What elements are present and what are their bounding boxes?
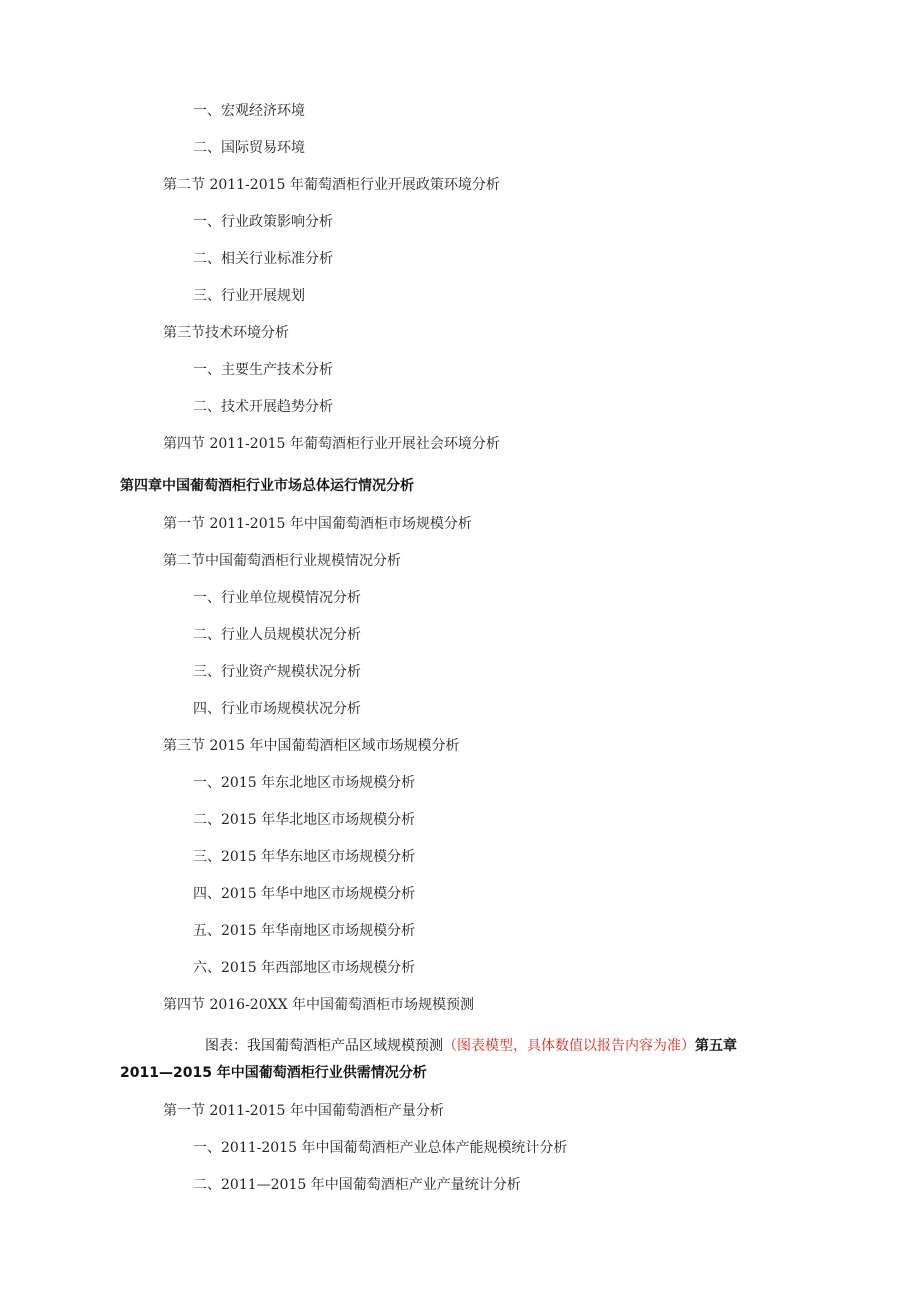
toc-item: 二、国际贸易环境 (193, 140, 305, 156)
toc-section: 第一节 2011-2015 年中国葡萄酒柜市场规模分析 (163, 516, 472, 532)
toc-item: 一、2011-2015 年中国葡萄酒柜产业总体产能规模统计分析 (193, 1140, 568, 1156)
toc-item: 四、2015 年华中地区市场规模分析 (193, 886, 416, 902)
toc-item: 四、行业市场规模状况分析 (193, 701, 361, 717)
toc-item: 二、技术开展趋势分析 (193, 399, 333, 415)
toc-item: 二、行业人员规模状况分析 (193, 627, 361, 643)
toc-item: 三、行业开展规划 (193, 288, 305, 304)
toc-item: 一、主要生产技术分析 (193, 362, 333, 378)
toc-chapter: 第四章中国葡萄酒柜行业市场总体运行情况分析 (120, 478, 414, 494)
chapter-5-start: 第五章 (695, 1038, 737, 1054)
toc-chapter: 2011—2015 年中国葡萄酒柜行业供需情况分析 (120, 1065, 427, 1081)
toc-section: 第四节 2011-2015 年葡萄酒柜行业开展社会环境分析 (163, 436, 500, 452)
toc-item: 一、行业单位规模情况分析 (193, 590, 361, 606)
toc-item: 五、2015 年华南地区市场规模分析 (193, 923, 416, 939)
toc-section: 第三节 2015 年中国葡萄酒柜区域市场规模分析 (163, 738, 460, 754)
toc-item: 二、2011—2015 年中国葡萄酒柜产业产量统计分析 (193, 1177, 521, 1193)
toc-section: 第三节技术环境分析 (163, 325, 289, 341)
toc-item: 二、2015 年华北地区市场规模分析 (193, 812, 416, 828)
toc-item: 一、2015 年东北地区市场规模分析 (193, 775, 416, 791)
toc-item: 六、2015 年西部地区市场规模分析 (193, 960, 416, 976)
toc-item: 三、行业资产规模状况分析 (193, 664, 361, 680)
toc-item: 二、相关行业标准分析 (193, 251, 333, 267)
toc-section: 第四节 2016-20XX 年中国葡萄酒柜市场规模预测 (163, 997, 475, 1013)
toc-item: 三、2015 年华东地区市场规模分析 (193, 849, 416, 865)
toc-item: 一、宏观经济环境 (193, 103, 305, 119)
figure-caption-note: （图表模型，具体数值以报告内容为准） (443, 1038, 695, 1054)
figure-caption (205, 1036, 737, 1056)
toc-section: 第二节中国葡萄酒柜行业规模情况分析 (163, 553, 401, 569)
figure-caption-label: 图表：我国葡萄酒柜产品区域规模预测 (205, 1038, 443, 1054)
toc-item: 一、行业政策影响分析 (193, 214, 333, 230)
toc-section: 第二节 2011-2015 年葡萄酒柜行业开展政策环境分析 (163, 177, 500, 193)
toc-section: 第一节 2011-2015 年中国葡萄酒柜产量分析 (163, 1103, 444, 1119)
